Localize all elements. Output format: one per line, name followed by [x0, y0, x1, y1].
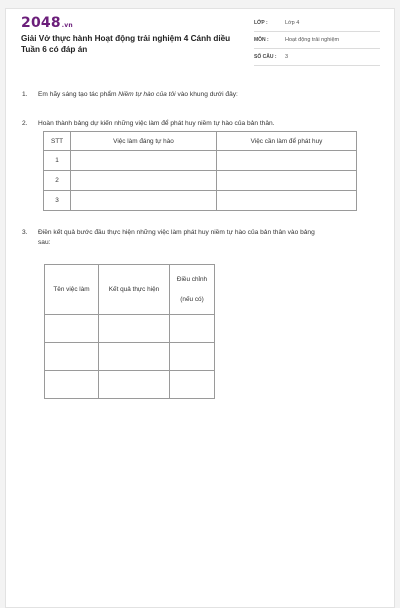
meta-value: Hoạt động trải nghiệm	[285, 37, 340, 43]
plan-table	[43, 131, 357, 211]
header-result: Kết quả thực hiện	[99, 265, 170, 315]
result-table	[44, 264, 215, 399]
site-logo[interactable]	[21, 15, 73, 31]
header-stt: STT	[44, 132, 71, 151]
header-proud-activity: Việc làm đáng tự hào	[71, 132, 217, 151]
header-todo: Việc cần làm để phát huy	[217, 132, 357, 151]
table-cell	[170, 343, 215, 371]
row-number: 2	[44, 171, 71, 191]
table-cell	[99, 343, 170, 371]
question-text-part: Em hãy sáng tạo tác phẩm	[38, 91, 119, 98]
question-number: 2.	[22, 120, 28, 127]
table-header-row	[44, 132, 357, 151]
header-adjustment	[170, 265, 215, 315]
question-text-part: vào khung dưới đây:	[175, 91, 238, 98]
table-row	[44, 191, 357, 211]
table-cell	[170, 371, 215, 399]
question-number: 3.	[22, 229, 28, 236]
question-text	[38, 228, 383, 248]
logo-suffix: .vn	[61, 22, 73, 29]
table-header-row	[45, 265, 215, 315]
table-cell	[71, 151, 217, 171]
question-number: 1.	[22, 91, 28, 98]
meta-row-question-count	[254, 49, 380, 66]
question-text-line: Điền kết quả bước đầu thực hiện những việc làm phát huy niềm tự hào của bản thân vào bảng	[38, 229, 315, 236]
meta-row-subject	[254, 32, 380, 49]
header-adjustment-note: (nếu có)	[180, 295, 204, 303]
table-row	[45, 315, 215, 343]
meta-label: SỐ CÂU :	[254, 54, 277, 60]
document-page	[5, 8, 395, 608]
table-cell	[99, 371, 170, 399]
header-adjustment-line: Điều chỉnh	[176, 275, 208, 283]
meta-info	[254, 15, 380, 66]
logo-text: 2048	[21, 15, 61, 31]
table-cell	[45, 315, 99, 343]
table-cell	[71, 191, 217, 211]
table-cell	[170, 315, 215, 343]
document-title: Giải Vở thực hành Hoạt động trải nghiệm 4 Cánh diều Tuần 6 có đáp án	[21, 34, 231, 54]
meta-value: 3	[285, 54, 289, 60]
table-row	[44, 171, 357, 191]
header-activity-name: Tên việc làm	[45, 265, 99, 315]
meta-label: MÔN :	[254, 37, 269, 43]
question-emphasis: Niềm tự hào của tôi	[118, 91, 176, 98]
row-number: 3	[44, 191, 71, 211]
table-row	[45, 371, 215, 399]
question-text	[38, 90, 238, 100]
table-row	[44, 151, 357, 171]
table-cell	[99, 315, 170, 343]
table-cell	[217, 171, 357, 191]
row-number: 1	[44, 151, 71, 171]
question-text-line: sau:	[38, 239, 51, 246]
table-cell	[217, 191, 357, 211]
table-cell	[217, 151, 357, 171]
meta-value: Lớp 4	[285, 20, 300, 26]
table-cell	[71, 171, 217, 191]
table-cell	[45, 343, 99, 371]
meta-row-class	[254, 15, 380, 32]
table-row	[45, 343, 215, 371]
meta-label: LỚP :	[254, 20, 268, 26]
table-cell	[45, 371, 99, 399]
question-text: Hoàn thành bảng dự kiến những việc làm để phát huy niềm tự hào của bản thân.	[38, 120, 275, 127]
